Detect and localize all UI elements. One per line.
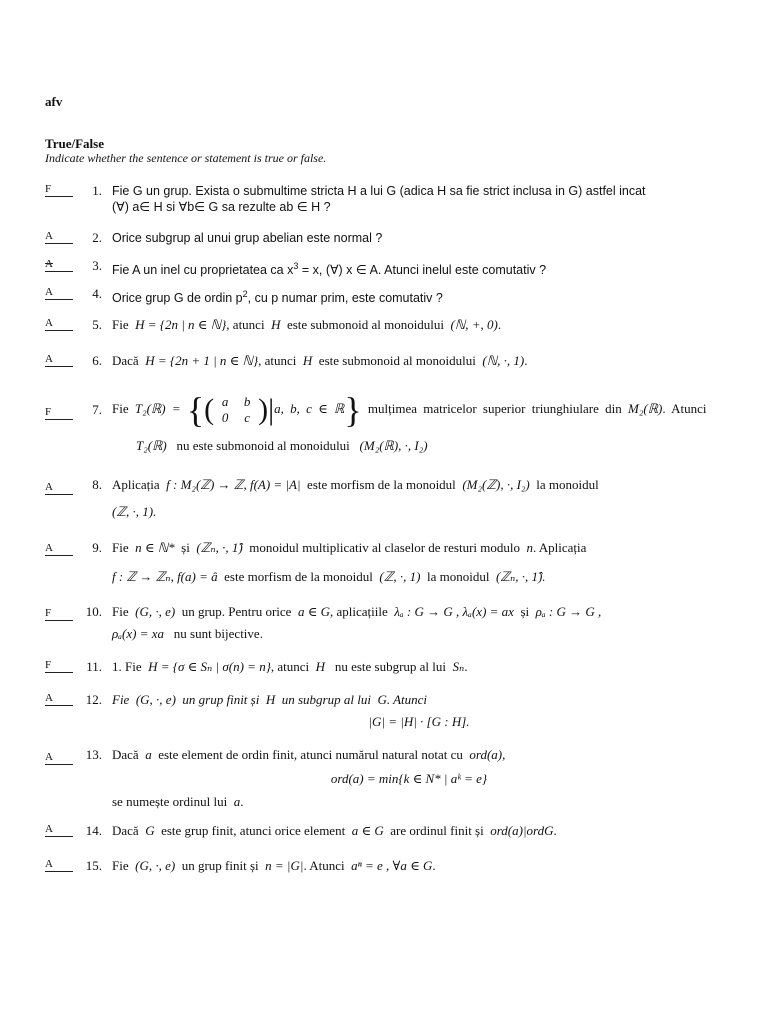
question-number: 2. <box>92 230 102 245</box>
answer-1: F <box>45 183 73 197</box>
question-text <box>112 477 730 493</box>
text-segment: este submonoid al monoidului <box>318 353 476 368</box>
text-segment: . Atunci <box>662 400 707 416</box>
answer-11: F <box>45 659 73 673</box>
question-text <box>112 747 730 763</box>
text-segment: și <box>181 540 190 555</box>
formula: G <box>377 692 387 707</box>
formula: H = {σ ∈ Sₙ | σ(n) = n} <box>148 659 271 674</box>
answer-13: A <box>45 751 73 765</box>
formula: G <box>145 823 155 838</box>
text-segment: , atunci <box>226 317 265 332</box>
question-text <box>112 692 730 708</box>
formula: T₂(ℝ) <box>136 438 167 453</box>
formula: ρₐ(x) = xa <box>112 626 165 641</box>
question-number: 3. <box>92 258 102 273</box>
question-text <box>112 540 730 556</box>
text-segment: . Atunci <box>303 858 345 873</box>
formula: n <box>526 540 533 555</box>
answer-3: A <box>45 258 73 272</box>
text-segment: la monoidul <box>536 477 599 492</box>
formula-display: ord(a) = min{k ∈ N* | aᵏ = e} <box>330 771 488 786</box>
question-number: 14. <box>85 823 102 838</box>
question-line-2 <box>112 569 730 585</box>
formula: ρₐ : G → G , <box>535 604 602 619</box>
answer-14: A <box>45 823 73 837</box>
text-segment: un grup finit și <box>182 692 260 707</box>
question-line: Fie G un grup. Exista o submultime stricta H a lui G (adica H sa fie strict inclusa in G) astfel incat <box>112 184 646 198</box>
question-line-2 <box>112 504 730 520</box>
formula: ord(a)|ordG <box>490 823 554 838</box>
text-segment: . <box>464 659 468 674</box>
text-segment: mulțimea matricelor superior triunghiulare din <box>367 400 622 416</box>
question-number: 9. <box>92 540 102 555</box>
formula: (M₂(ℝ), ·, I₂) <box>359 438 428 453</box>
formula-display: |G| = |H| · [G : H]. <box>368 714 470 729</box>
question-number: 15. <box>85 858 102 873</box>
section-title: True/False <box>45 136 104 151</box>
text-segment: este morfism de la monoidul <box>307 477 456 492</box>
text-segment: Orice grup G de ordin p <box>112 291 243 306</box>
question-number: 6. <box>92 353 102 368</box>
text-segment: Fie <box>112 692 130 707</box>
formula: aⁿ = e , ∀a ∈ G <box>351 858 433 873</box>
text-segment: este grup finit, atunci orice element <box>161 823 346 838</box>
text-segment: Dacă <box>112 353 139 368</box>
question-text <box>112 858 730 874</box>
text-segment: Fie <box>112 540 129 555</box>
answer-2: A <box>45 230 73 244</box>
formula: (ℤₙ, ·, 1̂) <box>196 540 243 555</box>
formula: (ℤ, ·, 1) <box>379 569 421 584</box>
left-brace: { <box>186 390 205 430</box>
text-segment: este submonoid al monoidului <box>286 317 445 332</box>
text-segment: Dacă <box>112 823 139 838</box>
question-text <box>112 183 730 215</box>
text-segment: , atunci <box>270 659 310 674</box>
question-number: 8. <box>92 477 102 492</box>
formula: (G, ·, e) <box>135 604 176 619</box>
formula: (M₂(ℤ), ·, I₂) <box>462 477 530 492</box>
superscript: 2 <box>242 289 248 299</box>
formula: (ℕ, ·, 1) <box>482 353 525 368</box>
answer-10: F <box>45 607 73 621</box>
matrix-entry: c <box>244 410 251 425</box>
question-text: Orice subgrup al unui grup abelian este normal ? <box>112 231 383 245</box>
superscript: 3 <box>293 261 299 271</box>
text-segment: și <box>520 604 530 619</box>
matrix-entry: b <box>243 394 251 409</box>
text-segment: are ordinul finit și <box>390 823 484 838</box>
question-line-3 <box>112 794 730 810</box>
text-segment: . Atunci <box>386 692 428 707</box>
text-segment: . <box>553 823 557 838</box>
formula: a, b, c ∈ ℝ <box>274 400 345 416</box>
formula: M₂(ℝ) <box>628 400 663 416</box>
text-segment: Aplicația <box>112 477 160 492</box>
question-text <box>112 604 730 620</box>
formula: (G, ·, e) <box>135 858 176 873</box>
text-segment: la monoidul <box>426 569 490 584</box>
text-segment: monoidul multiplicativ al claselor de resturi modulo <box>249 540 520 555</box>
question-number: 13. <box>85 747 102 762</box>
formula: (G, ·, e) <box>135 692 176 707</box>
formula: a ∈ G <box>297 604 330 619</box>
question-text <box>112 392 730 428</box>
text-segment: . <box>432 858 436 873</box>
separator-bar: | <box>268 393 275 426</box>
formula: (ℤ, ·, 1). <box>112 504 157 519</box>
formula: T₂(ℝ) = <box>134 400 181 416</box>
formula: a ∈ G <box>351 823 384 838</box>
question-number: 5. <box>92 317 102 332</box>
question-number: 12. <box>85 692 102 707</box>
answer-7: F <box>45 406 73 420</box>
formula: H <box>315 659 326 674</box>
section-instructions: Indicate whether the sentence or statement is true or false. <box>45 151 327 165</box>
text-segment: nu este subgrup al lui <box>334 659 447 674</box>
formula: f : ℤ → ℤₙ, f(a) = â <box>112 569 218 584</box>
formula: a <box>145 747 152 762</box>
answer-6: A <box>45 353 73 367</box>
text-segment: . <box>524 353 528 368</box>
question-number: 11. <box>86 659 102 674</box>
formula: n = |G| <box>265 858 304 873</box>
formula: (ℤₙ, ·, 1̂). <box>495 569 546 584</box>
text-segment: , atunci <box>258 353 297 368</box>
text-segment: , cu p numar prim, este comutativ ? <box>247 291 443 306</box>
formula: f : M₂(ℤ) → ℤ, f(A) = |A| <box>166 477 301 492</box>
text-segment: un subgrup al lui <box>281 692 371 707</box>
text-segment: este element de ordin finit, atunci numărul natural notat cu <box>158 747 463 762</box>
answer-5: A <box>45 317 73 331</box>
question-line-2 <box>112 626 730 642</box>
formula: (ℕ, +, 0) <box>450 317 498 332</box>
text-segment: . <box>497 317 502 332</box>
right-brace: } <box>344 390 362 430</box>
matrix-entry: 0 <box>221 410 229 425</box>
question-number: 4. <box>92 286 102 301</box>
question-number: 1. <box>92 183 102 198</box>
text-segment: Fie <box>112 400 129 416</box>
answer-9: A <box>45 542 73 556</box>
question-line-2 <box>136 438 754 454</box>
formula: λₐ : G → G , λₐ(x) = ax <box>394 604 514 619</box>
question-text <box>112 353 730 369</box>
question-number: 7. <box>92 402 102 417</box>
formula: H <box>271 317 281 332</box>
formula: H <box>302 353 313 368</box>
question-text <box>112 286 730 306</box>
text-segment: Dacă <box>112 747 139 762</box>
formula: Sₙ <box>452 659 465 674</box>
answer-4: A <box>45 286 73 300</box>
formula: a <box>233 794 241 809</box>
text-segment: un grup finit și <box>181 858 259 873</box>
question-text <box>112 823 730 839</box>
text-segment: nu sunt bijective. <box>173 626 263 641</box>
question-number: 10. <box>85 604 102 619</box>
answer-12: A <box>45 692 73 706</box>
text-segment: Fie A un inel cu proprietatea ca x <box>112 263 294 278</box>
text-segment: . Aplicația <box>532 540 587 555</box>
formula: H <box>265 692 276 707</box>
text-segment: , aplicațiile <box>329 604 388 619</box>
formula: ord(a), <box>469 747 506 762</box>
formula: H = {2n + 1 | n ∈ ℕ} <box>145 353 259 368</box>
formula: n ∈ ℕ* <box>135 540 175 555</box>
text-segment: un grup. Pentru orice <box>181 604 292 619</box>
text-segment: . <box>240 794 244 809</box>
question-text <box>112 258 730 278</box>
text-segment: Fie <box>112 604 129 619</box>
text-segment: Fie <box>112 317 129 332</box>
text-segment: nu este submonoid al monoidului <box>176 438 350 453</box>
text-segment: este morfism de la monoidul <box>224 569 373 584</box>
text-segment: se numește ordinul lui <box>112 794 228 809</box>
matrix-entry: a <box>221 394 229 409</box>
right-paren: ) <box>258 393 269 426</box>
answer-15: A <box>45 858 73 872</box>
text-segment: 1. Fie <box>112 659 142 674</box>
left-paren: ( <box>204 393 215 426</box>
text-segment: = x, (∀) x ∈ A. Atunci inelul este comutativ ? <box>298 263 547 278</box>
text-segment: Fie <box>112 858 129 873</box>
formula: H = {2n | n ∈ ℕ} <box>135 317 227 332</box>
document-title: afv <box>45 94 63 109</box>
question-text <box>112 659 730 675</box>
answer-8: A <box>45 481 73 495</box>
matrix <box>214 394 258 426</box>
question-text <box>112 317 730 333</box>
question-line: (∀) a∈ H si ∀b∈ G sa rezulte ab ∈ H ? <box>112 200 331 214</box>
